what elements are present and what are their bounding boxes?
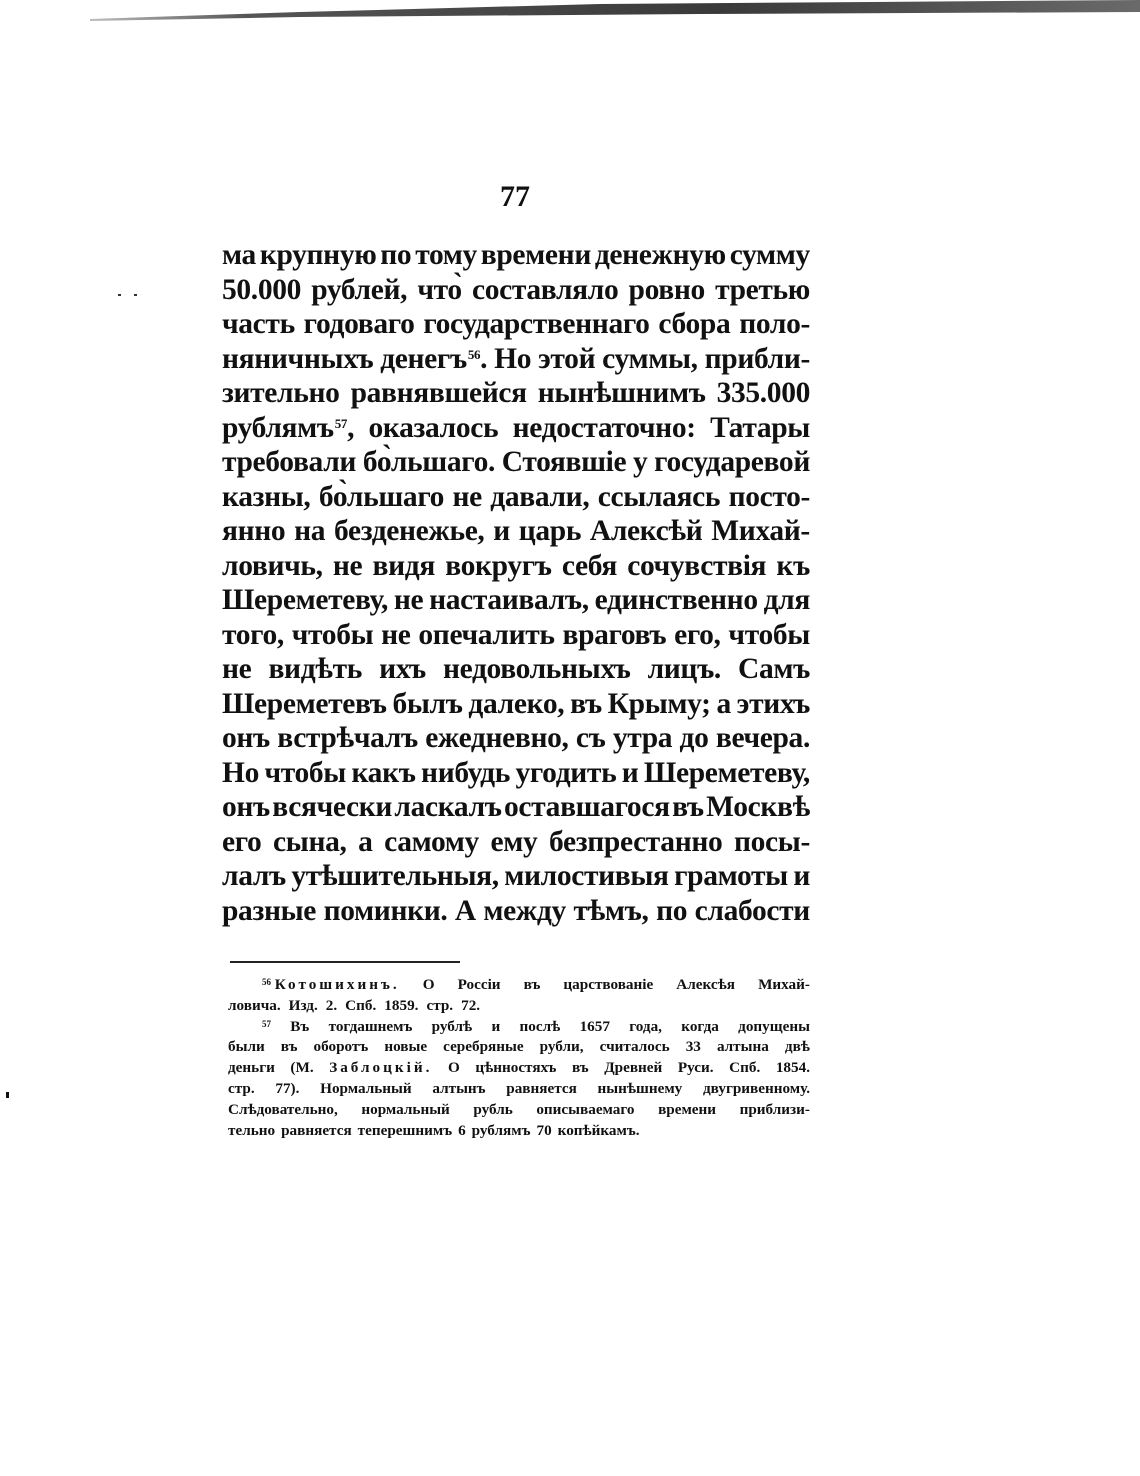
footnote-word: Изд. — [288, 996, 318, 1014]
word: денежную — [594, 239, 726, 271]
footnote-word: равняется — [281, 1121, 352, 1139]
text-line — [222, 376, 810, 411]
footnote-word: Спб. — [729, 1059, 761, 1077]
word: ему — [490, 825, 538, 858]
footnote-57-line-5 — [228, 1100, 810, 1121]
text-line — [222, 825, 810, 860]
word: Михай- — [711, 515, 810, 547]
footnote-ref[interactable]: 57 — [334, 415, 348, 431]
footnote-56-line-2 — [228, 996, 810, 1017]
footnote-word: Нормальный — [320, 1079, 412, 1097]
word: далеко, — [468, 687, 565, 720]
word: оказалось — [368, 411, 499, 444]
footnote-56-marker: 56 — [262, 977, 271, 987]
footnote-word: оборотъ — [313, 1038, 369, 1056]
footnote-word: 72. — [461, 996, 481, 1014]
footnote-word: 1854. — [775, 1059, 810, 1077]
word: Но — [222, 756, 259, 789]
word: и — [493, 515, 510, 547]
word: няничныхъ — [222, 342, 374, 375]
text-line — [222, 307, 810, 342]
word: сбора — [658, 308, 731, 340]
footnote-word: новые — [384, 1038, 428, 1056]
word: сумму — [729, 239, 810, 271]
word: 50.000 — [222, 273, 302, 306]
word: царь — [518, 515, 582, 547]
footnote-word: стр. — [426, 996, 454, 1014]
word: утѣшительныя, — [291, 860, 499, 892]
word: лицъ. — [647, 653, 721, 685]
word: крупную — [259, 239, 377, 271]
footnote-word: въ — [280, 1038, 298, 1056]
scan-shadow-edge — [0, 0, 1140, 26]
word: настаивалъ, — [429, 584, 589, 616]
text-line — [222, 894, 810, 929]
footnote-57-line-3 — [228, 1058, 810, 1079]
footnote-word: когда — [681, 1017, 719, 1035]
footnote-word: алтынъ — [432, 1079, 486, 1097]
footnote-word: года, — [629, 1017, 662, 1035]
word: посы- — [733, 825, 810, 858]
footnote-word: послѣ — [519, 1017, 561, 1035]
word: ловичь, — [222, 549, 323, 582]
footnote-word: О — [447, 1059, 460, 1077]
text-line — [222, 514, 810, 549]
footnote-word: описываемаго — [536, 1100, 635, 1118]
word: въ — [672, 791, 704, 823]
footnotes-block — [228, 975, 810, 1141]
word: Крыму; — [607, 687, 711, 720]
word: и — [793, 860, 810, 892]
word: Москвѣ — [706, 791, 810, 823]
footnote-57-marker: 57 — [262, 1018, 271, 1029]
text-line — [222, 790, 810, 825]
word: казны, — [222, 480, 311, 513]
text-line — [222, 411, 810, 446]
word: чтобы — [291, 618, 374, 651]
word: для — [763, 584, 810, 616]
word: утра — [612, 722, 673, 754]
word: бо̀льшаго — [318, 480, 445, 513]
word: сочувствія — [627, 549, 767, 582]
word: вечера. — [715, 722, 810, 754]
word: рублей, — [311, 273, 408, 306]
word: поло- — [739, 308, 810, 340]
word: денегъ$^{56}$. — [380, 342, 488, 375]
word: времени — [480, 239, 591, 271]
footnote-word: ловича. — [228, 996, 281, 1014]
word: Алексѣй — [589, 515, 703, 547]
word: всячески — [272, 791, 393, 823]
footnote-word: стр. — [228, 1079, 255, 1097]
word: Татары — [710, 411, 810, 444]
footnote-word: цѣнностяхъ — [475, 1059, 557, 1077]
footnote-word: допущены — [738, 1017, 810, 1035]
word: и — [621, 756, 639, 789]
word: былъ — [392, 687, 463, 720]
word: а — [716, 687, 731, 720]
word: посто- — [728, 480, 810, 513]
footnote-word: серебряные — [443, 1038, 524, 1056]
text-line — [222, 480, 810, 515]
word: безпрестанно — [549, 825, 723, 858]
word: требовали — [222, 446, 357, 478]
footnote-word: Древней — [604, 1059, 663, 1077]
word: единственно — [594, 584, 758, 616]
footnote-word: царствованіе — [563, 976, 654, 993]
footnote-word: 6 — [458, 1121, 466, 1139]
word: разные — [222, 894, 317, 927]
footnote-word: 2. — [325, 996, 338, 1014]
word: не — [332, 549, 363, 582]
footnote-word: нынѣшнему — [597, 1079, 683, 1097]
text-line — [222, 756, 810, 791]
footnote-word: Россіи — [457, 976, 501, 993]
word: а — [358, 825, 373, 858]
footnote-word: въ — [571, 1059, 589, 1077]
footnote-56-author: Котошихинъ. — [274, 976, 400, 993]
text-line — [222, 549, 810, 584]
text-line — [222, 721, 810, 756]
word: по — [656, 894, 688, 927]
word: рублямъ$^{57}$, — [222, 411, 355, 444]
footnote-word: Руси. — [677, 1059, 714, 1077]
word: съ — [575, 722, 606, 754]
footnote-word: Слѣдовательно, — [228, 1100, 338, 1118]
footnote-word: двугривенному. — [702, 1079, 810, 1097]
footnote-57-line-4 — [228, 1079, 810, 1100]
footnote-word: тогдашнемъ — [328, 1017, 413, 1035]
footnote-word: равняется — [506, 1079, 577, 1097]
word: самому — [384, 825, 479, 858]
word: годоваго — [303, 308, 415, 340]
word: сына, — [273, 825, 347, 858]
word: Самъ — [738, 653, 810, 685]
footnote-word: 70 — [536, 1121, 552, 1139]
footnote-ref[interactable]: 56 — [467, 346, 481, 362]
footnote-word: 77). — [275, 1079, 300, 1097]
word: до — [679, 722, 709, 754]
word: государевой — [654, 446, 810, 478]
word: видѣть — [268, 653, 363, 685]
word: онъ — [222, 722, 270, 754]
word: вокругъ — [445, 549, 552, 582]
footnote-word: и — [491, 1017, 501, 1035]
word: себя — [561, 549, 617, 582]
word: что̀ — [417, 273, 462, 306]
word: недостаточно: — [512, 411, 696, 444]
word: Шереметевъ — [222, 687, 387, 720]
footnote-word: копѣйкамъ. — [557, 1121, 640, 1139]
word: на — [294, 515, 326, 547]
word: враговъ — [562, 618, 667, 651]
footnote-word: приблизи- — [739, 1100, 810, 1118]
footnote-word: Спб. — [345, 996, 377, 1014]
text-line — [222, 445, 810, 480]
word: янно — [222, 515, 286, 547]
word: бо̀льшаго. — [362, 446, 495, 478]
word: ласкалъ — [394, 791, 502, 823]
word: чтобы — [264, 756, 346, 789]
word: прибли- — [704, 342, 810, 375]
word: этихъ — [736, 687, 810, 720]
word: нибудь — [421, 756, 510, 789]
word: нынѣшнимъ — [537, 377, 706, 409]
footnote-word: 1657 — [579, 1017, 610, 1035]
word: оставшагося — [504, 791, 670, 823]
footnote-word: О — [422, 976, 435, 993]
word: 335.000 — [716, 377, 810, 409]
word: Но — [494, 342, 532, 375]
word: угодить — [515, 756, 617, 789]
word: поминки. — [323, 894, 448, 927]
word: не — [452, 480, 482, 513]
word: не — [222, 653, 252, 685]
margin-speck — [6, 1092, 9, 1098]
footnote-word: въ — [523, 976, 541, 993]
footnote-word: 1859. — [384, 996, 419, 1014]
word: ежедневно, — [425, 722, 569, 754]
footnote-word: времени — [658, 1100, 717, 1118]
word: безденежье, — [333, 515, 485, 547]
word: недовольныхъ — [442, 653, 631, 685]
footnote-word: теперешнимъ — [357, 1121, 453, 1139]
text-line — [222, 859, 810, 894]
word: тѣмъ, — [573, 894, 649, 927]
footnote-word: Алексѣя — [676, 976, 735, 993]
text-line — [222, 273, 810, 308]
word: ссылаясь — [597, 480, 721, 513]
word: Шереметеву, — [643, 756, 810, 789]
word: составляло — [471, 273, 619, 306]
margin-speck — [134, 294, 137, 296]
footnote-word: рублямъ — [471, 1121, 531, 1139]
word: грамоты — [674, 860, 788, 892]
word: встрѣчалъ — [277, 722, 418, 754]
word: его — [222, 825, 262, 858]
page-number: 77 — [500, 180, 530, 213]
text-line — [222, 583, 810, 618]
footnote-word: считалось — [599, 1038, 670, 1056]
word: опечалить — [418, 618, 555, 651]
word: у — [633, 446, 648, 478]
footnote-56-line-1 — [228, 975, 810, 996]
text-line — [222, 342, 810, 377]
word: этой — [538, 342, 596, 375]
footnote-word: рубль — [473, 1100, 513, 1118]
word: лалъ — [222, 860, 286, 892]
text-line — [222, 238, 810, 273]
word: тому — [415, 239, 477, 271]
footnote-57-line-1 — [228, 1017, 810, 1038]
footnote-word: деньги — [228, 1059, 275, 1077]
word: какъ — [351, 756, 416, 789]
word: ма — [222, 239, 256, 271]
word: по — [380, 239, 412, 271]
word: А — [454, 894, 476, 927]
word: третью — [715, 273, 810, 306]
word: его, — [674, 618, 721, 651]
word: зительно — [222, 377, 340, 409]
footnote-word: рубли, — [539, 1038, 584, 1056]
word: чтобы — [728, 618, 810, 651]
word: милостивыя — [504, 860, 669, 892]
word: не — [381, 618, 411, 651]
footnote-word: алтына — [716, 1038, 769, 1056]
word: Стоявшіе — [501, 446, 627, 478]
word: въ — [570, 687, 602, 720]
word: давали, — [490, 480, 590, 513]
footnote-divider — [230, 961, 460, 963]
word: къ — [776, 549, 810, 582]
footnote-word: двѣ — [784, 1038, 810, 1056]
word: слабости — [694, 894, 810, 927]
word: не — [393, 584, 424, 616]
word: онъ — [222, 791, 270, 823]
word: равнявшейся — [350, 377, 527, 409]
footnote-word: Михай- — [758, 976, 810, 993]
word: между — [483, 894, 566, 927]
text-line — [222, 618, 810, 653]
word: государственнаго — [423, 308, 650, 340]
footnote-word: (М. — [290, 1059, 314, 1077]
main-text-block — [222, 238, 810, 928]
margin-speck — [118, 294, 121, 296]
word: часть — [222, 308, 295, 340]
word: ровно — [628, 273, 705, 306]
footnote-57-author: Заблоцкій. — [329, 1059, 433, 1077]
word: суммы, — [602, 342, 698, 375]
footnote-word: были — [228, 1038, 265, 1056]
footnote-57-line-6 — [228, 1121, 810, 1142]
text-line — [222, 687, 810, 722]
footnote-word: рублѣ — [431, 1017, 473, 1035]
footnote-word: 33 — [685, 1038, 701, 1056]
footnote-word: Въ — [290, 1017, 310, 1035]
word: Шереметеву, — [222, 584, 389, 616]
word: того, — [222, 618, 284, 651]
footnote-57-line-2 — [228, 1037, 810, 1058]
text-line — [222, 652, 810, 687]
word: ихъ — [379, 653, 426, 685]
footnote-word: нормальный — [361, 1100, 450, 1118]
footnote-word: тельно — [228, 1121, 276, 1139]
word: видя — [372, 549, 435, 582]
